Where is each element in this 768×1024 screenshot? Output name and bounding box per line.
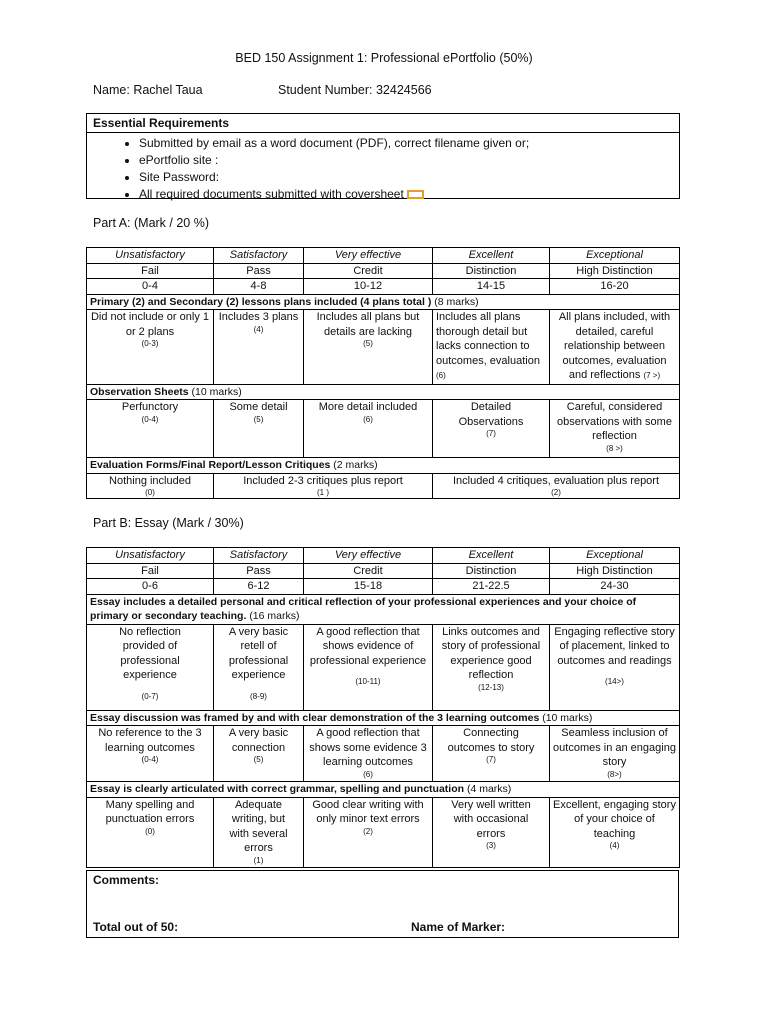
document-title: BED 150 Assignment 1: Professional ePortfolio (50%) (235, 51, 533, 65)
table-row (87, 710, 680, 726)
list-item: • All required documents submitted with coversheet (139, 186, 679, 203)
grade-cell: Distinction (433, 263, 550, 279)
student-number-field (278, 83, 432, 97)
grade-cell: Fail (87, 563, 214, 579)
range-cell: 24-30 (550, 579, 680, 595)
criterion-cell: Many spelling and punctuation errors (0) (87, 797, 214, 867)
criterion-cell: More detail included (6) (304, 400, 433, 458)
comments-label: Comments: (93, 873, 160, 887)
grade-cell: High Distinction (550, 563, 680, 579)
criterion-cell: Includes 3 plans (4) (214, 310, 304, 385)
range-cell: 4-8 (214, 279, 304, 295)
table-row (87, 458, 680, 474)
grade-cell: Pass (214, 563, 304, 579)
level-cell: Excellent (433, 248, 550, 264)
criterion-cell: Engaging reflective story of placement, linked to outcomes and readings (14>) (550, 624, 680, 710)
level-cell: Unsatisfactory (87, 548, 214, 564)
level-cell: Excellent (433, 548, 550, 564)
criterion-cell: Nothing included (0) (87, 473, 214, 499)
range-cell: 0-6 (87, 579, 214, 595)
essential-requirements-box (86, 113, 680, 199)
list-item: • ePortfolio site : (139, 152, 679, 169)
level-cell: Satisfactory (214, 248, 304, 264)
table-row (87, 473, 680, 499)
section-header: Observation Sheets (10 marks) (87, 384, 680, 400)
table-row (87, 797, 680, 867)
table-row (87, 548, 680, 564)
criterion-cell: Excellent, engaging story of your choice of teaching (4) (550, 797, 680, 867)
table-row (87, 310, 680, 385)
range-cell: 0-4 (87, 279, 214, 295)
table-row (87, 594, 680, 624)
criterion-cell: Very well written with occasional errors (3) (433, 797, 550, 867)
level-cell: Exceptional (550, 548, 680, 564)
table-row (87, 294, 680, 310)
part-b-rubric-table (86, 547, 680, 868)
grade-cell: Pass (214, 263, 304, 279)
comments-box (86, 870, 679, 938)
criterion-cell: No reflection provided of professional experience (0-7) (87, 624, 214, 710)
range-cell: 21-22.5 (433, 579, 550, 595)
criterion-cell: Connecting outcomes to story (7) (433, 726, 550, 782)
criterion-cell: A very basic retell of professional experience (8-9) (214, 624, 304, 710)
criterion-cell: No reference to the 3 learning outcomes (0-4) (87, 726, 214, 782)
level-cell: Exceptional (550, 248, 680, 264)
range-cell: 6-12 (214, 579, 304, 595)
range-cell: 16-20 (550, 279, 680, 295)
criterion-cell: Included 2-3 critiques plus report (1 ) (214, 473, 433, 499)
list-item: • Site Password: (139, 169, 679, 186)
table-row (87, 726, 680, 782)
marker-label: Name of Marker: (411, 920, 506, 934)
name-label: Name: (93, 83, 130, 97)
essential-requirements-heading: Essential Requirements (87, 114, 679, 133)
part-b-title: Part B: Essay (Mark / 30%) (93, 516, 244, 530)
table-row (87, 384, 680, 400)
range-cell: 15-18 (304, 579, 433, 595)
level-cell: Unsatisfactory (87, 248, 214, 264)
criterion-cell: Included 4 critiques, evaluation plus report (2) (433, 473, 680, 499)
section-header: Evaluation Forms/Final Report/Lesson Critiques (2 marks) (87, 458, 680, 474)
criterion-cell: Careful, considered observations with some reflection (8 >) (550, 400, 680, 458)
range-cell: 14-15 (433, 279, 550, 295)
essential-requirements-list (87, 135, 679, 203)
table-row (87, 279, 680, 295)
criterion-cell: A good reflection that shows evidence of professional experience (10-11) (304, 624, 433, 710)
grade-cell: Credit (304, 563, 433, 579)
table-row (87, 563, 680, 579)
criterion-cell: Includes all plans but details are lacking (5) (304, 310, 433, 385)
grade-cell: High Distinction (550, 263, 680, 279)
level-cell: Very effective (304, 248, 433, 264)
level-cell: Satisfactory (214, 548, 304, 564)
table-row (87, 579, 680, 595)
criterion-cell: A very basic connection (5) (214, 726, 304, 782)
table-row (87, 782, 680, 798)
table-row (87, 400, 680, 458)
part-a-rubric-table (86, 247, 680, 499)
section-header: Essay includes a detailed personal and critical reflection of your professional experiences and your choice of primary or secondary teaching. (16 marks) (87, 594, 680, 624)
table-row (87, 248, 680, 264)
name-value: Rachel Taua (133, 83, 203, 97)
student-number-label: Student Number: (278, 83, 373, 97)
grade-cell: Fail (87, 263, 214, 279)
criterion-cell: Did not include or only 1 or 2 plans (0-3) (87, 310, 214, 385)
part-a-title: Part A: (Mark / 20 %) (93, 216, 210, 230)
section-header: Essay discussion was framed by and with clear demonstration of the 3 learning outcomes (10 marks) (87, 710, 680, 726)
criterion-cell: Includes all plans thorough detail but lacks connection to outcomes, evaluation (6) (433, 310, 550, 385)
criterion-cell: Adequate writing, but with several errors (1) (214, 797, 304, 867)
total-label: Total out of 50: (93, 920, 179, 934)
criterion-cell: Links outcomes and story of professional experience good reflection (12-13) (433, 624, 550, 710)
criterion-cell: Seamless inclusion of outcomes in an engaging story (8>) (550, 726, 680, 782)
student-number-value: 32424566 (375, 83, 432, 97)
criterion-cell: Good clear writing with only minor text errors (2) (304, 797, 433, 867)
section-header: Essay is clearly articulated with correct grammar, spelling and punctuation (4 marks) (87, 782, 680, 798)
table-row (87, 624, 680, 710)
criterion-cell: All plans included, with detailed, careful relationship between outcomes, evaluation and reflections (7 >) (550, 310, 680, 385)
list-item: • Submitted by email as a word document (PDF), correct filename given or; (139, 135, 679, 152)
range-cell: 10-12 (304, 279, 433, 295)
criterion-cell: Perfunctory (0-4) (87, 400, 214, 458)
section-header: Primary (2) and Secondary (2) lessons plans included (4 plans total ) (8 marks) (87, 294, 680, 310)
name-field (93, 83, 203, 97)
grade-cell: Distinction (433, 563, 550, 579)
criterion-cell: A good reflection that shows some evidence 3 learning outcomes (6) (304, 726, 433, 782)
criterion-cell: Detailed Observations (7) (433, 400, 550, 458)
level-cell: Very effective (304, 548, 433, 564)
criterion-cell: Some detail (5) (214, 400, 304, 458)
coversheet-checkbox[interactable] (407, 190, 424, 199)
grade-cell: Credit (304, 263, 433, 279)
table-row (87, 263, 680, 279)
